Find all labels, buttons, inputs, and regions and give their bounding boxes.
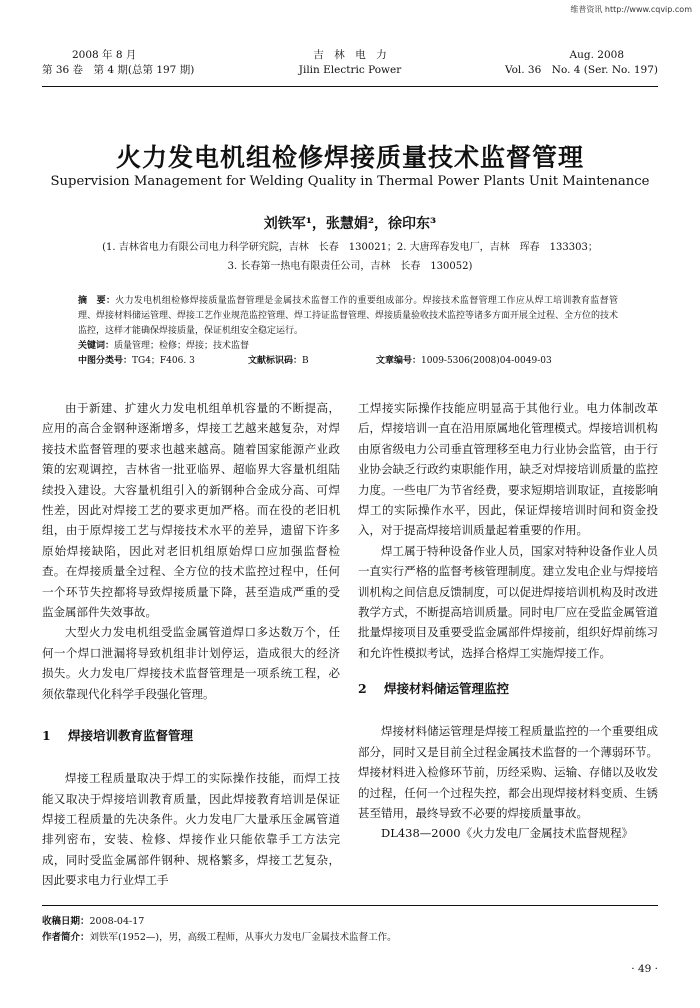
body-paragraph: 工焊接实际操作技能应明显高于其他行业。电力体制改革后，焊接培训一直在沿用原属地化管理模式。焊接培训机构由原省级电力公司垂直管理移至电力行业协会监管，由于行业协会缺乏行政约束职能作用，缺乏对焊接培训质量的监控力度。一些电厂为节省经费，要求短期培训取证，直接影响焊工的实际操作水平，因此，保证焊接培训时间和资金投入，对于提高焊接培训质量起着重要的作用。 xyxy=(358,401,658,538)
header-rule xyxy=(42,86,658,87)
section-heading-2 xyxy=(358,679,658,699)
keywords-value: 质量管理；检修；焊接；技术监督 xyxy=(114,341,250,351)
running-header xyxy=(42,48,658,86)
body-paragraph: 焊工属于特种设备作业人员，国家对特种设备作业人员一直实行严格的监督考核管理制度。建立发电企业与焊接培训机构之间信息反馈制度，可以促进焊接培训机构及时改进教学方式，不断提高培训质量。同时电厂应在受监金属管道批量焊接项目及重要受监金属部件焊接前，组织好焊前练习和允许性模拟考试，选择合格焊工实施焊接工作。 xyxy=(358,543,658,660)
abstract-label: 摘 要： xyxy=(78,296,116,306)
body-paragraph: DL438—2000《火力发电厂金属技术监督规程》 xyxy=(381,826,634,841)
article-no-label: 文章编号： xyxy=(376,356,422,366)
section-title: 焊接培训教育监督管理 xyxy=(68,728,194,744)
article-no-field xyxy=(376,354,552,369)
section-title: 焊接材料储运管理监控 xyxy=(384,681,510,697)
clc-value: TG4；F406. 3 xyxy=(132,356,195,366)
clc-field xyxy=(78,354,195,369)
body-paragraph: 焊接材料储运管理是焊接工程质量监控的一个重要组成部分，同时又是目前全过程金属技术监督的一个薄弱环节。焊接材料进入检修环节前，历经采购、运输、存储以及收发的过程，任何一个过程失控，都会出现焊接材料变质、生锈甚至错用，最终导致不必要的焊接质量事故。 xyxy=(358,724,658,820)
body-paragraph: 焊接工程质量取决于焊工的实际操作技能，而焊工技能又取决于焊接培训教育质量，因此焊接教育培训是保证焊接工程质量的先决条件。火力发电厂大量承压金属管道排列密布，安装、检修、焊接作业只能依靠手工方法完成，同时受监金属部件钢种、规格繁多，焊接工艺复杂，因此要求电力行业焊工手 xyxy=(42,771,340,888)
section-heading-1 xyxy=(42,726,340,746)
watermark: 维普资讯 http://www.cqvip.com xyxy=(570,5,692,14)
classification-row xyxy=(78,354,618,369)
page-number: · 49 · xyxy=(631,963,658,975)
header-right xyxy=(505,48,658,78)
header-date-cn: 2008 年 8 月 xyxy=(72,49,137,61)
keywords xyxy=(78,339,618,354)
header-center xyxy=(262,48,438,78)
article-no-value: 1009-5306(2008)04-0049-03 xyxy=(421,356,552,366)
body-paragraph: 由于新建、扩建火力发电机组单机容量的不断提高，应用的高合金钢种逐渐增多，焊接工艺越来越复杂，对焊接技术监督管理的要求也越来越高。随着国家能源产业政策的宏观调控，吉林省一批亚临界、超临界大容量机组陆续投入建设。大容量机组引入的新钢种合金成分高、可焊性差，因此对焊接工艺的要求更加严格。而在役的老旧机组，由于原焊接工艺与焊接技术水平的差异，遗留下许多原始焊接缺陷，因此对老旧机组原始焊口应加强监督检查。在焊接质量全过程、全方位的技术监控过程中，任何一个环节失控都将导致焊接质量下降，甚至造成严重的受监金属部件失效事故。 xyxy=(42,401,340,620)
author-bio-value: 刘铁军(1952—)，男，高级工程师，从事火力发电厂金属技术监督工作。 xyxy=(89,932,397,943)
journal-name-cn: 吉 林 电 力 xyxy=(313,49,387,61)
header-issue-en: Vol. 36 No. 4 (Ser. No. 197) xyxy=(504,64,658,76)
header-issue-cn: 第 36 卷 第 4 期(总第 197 期) xyxy=(42,64,195,76)
abstract-block xyxy=(78,294,618,369)
doc-code-value: B xyxy=(302,356,309,366)
body-column-left xyxy=(42,398,340,891)
journal-name-en: Jilin Electric Power xyxy=(298,64,402,76)
section-number: 1 xyxy=(42,728,51,744)
body-column-right xyxy=(358,398,658,844)
received-date xyxy=(42,913,144,927)
abstract-body: 火力发电机组检修焊接质量监督管理是金属技术监督工作的重要组成部分。焊接技术监督管理工作应从焊工培训教育监督管理、焊接材料储运管理、焊接工艺作业规范监控管理、焊工持证监督管理、焊接质量验收技术监控等诸多方面开展全过程、全方位的技术监控，这样才能确保焊接质量，保证机组安全稳定运行。 xyxy=(78,296,619,336)
paper-title: 火力发电机组检修焊接质量技术监督管理 xyxy=(115,143,584,172)
doc-code-label: 文献标识码： xyxy=(248,356,303,366)
author-list: 刘铁军¹，张慧娟²，徐印东³ xyxy=(263,216,437,232)
paper-title-en: Supervision Management for Welding Quality in Thermal Power Plants Unit Maintenance xyxy=(50,174,650,189)
header-date-en: Aug. 2008 xyxy=(569,49,624,61)
affiliation-line-1: (1. 吉林省电力有限公司电力科学研究院，吉林 长春 130021；2. 大唐珲春发电厂，吉林 珲春 133303； xyxy=(102,242,598,253)
doc-code-field xyxy=(248,354,309,369)
author-bio-label: 作者简介： xyxy=(42,932,90,943)
header-left xyxy=(42,48,194,78)
received-label: 收稿日期： xyxy=(42,916,90,927)
received-value: 2008-04-17 xyxy=(89,916,145,927)
keywords-label: 关键词： xyxy=(78,341,115,351)
affiliation-line-2: 3. 长春第一热电有限责任公司，吉林 长春 130052) xyxy=(227,261,473,272)
abstract-text xyxy=(78,294,618,339)
author-bio xyxy=(42,929,397,943)
footnote-rule xyxy=(42,905,658,906)
body-paragraph: 大型火力发电机组受监金属管道焊口多达数万个，任何一个焊口泄漏将导致机组非计划停运，造成很大的经济损失。火力发电厂焊接技术监督管理是一项系统工程，必须依靠现代化科学手段强化管理。 xyxy=(42,625,340,701)
section-number: 2 xyxy=(358,681,367,697)
clc-label: 中图分类号： xyxy=(78,356,133,366)
